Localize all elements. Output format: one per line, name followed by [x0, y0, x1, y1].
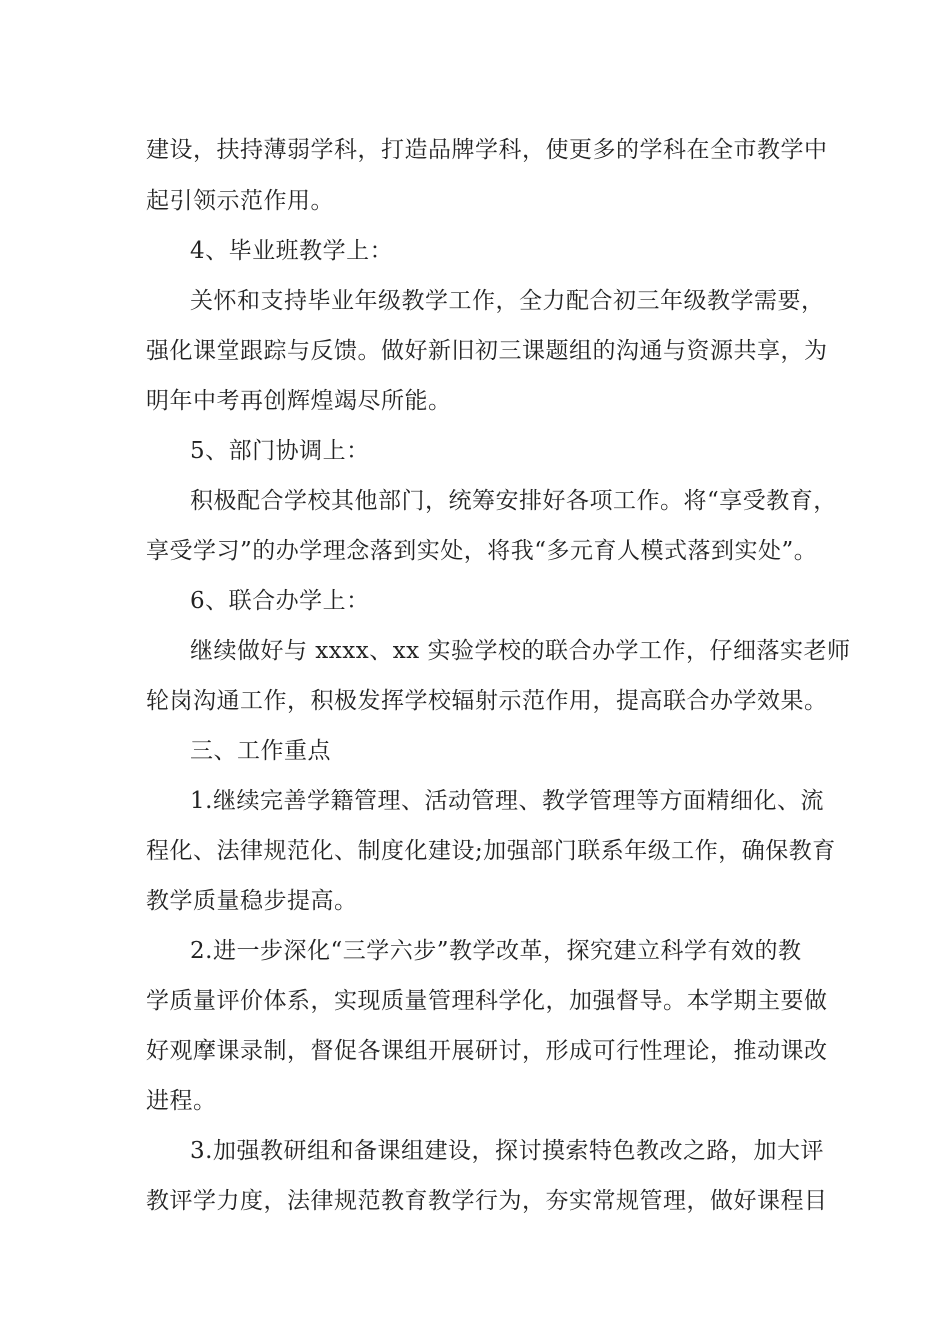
text-line: 教评学力度，法律规范教育教学行为，夯实常规管理，做好课程目 [146, 1188, 828, 1214]
text-line: 继续做好与 xxxx、xx 实验学校的联合办学工作，仔细落实老师 [190, 638, 851, 664]
text-line: 教学质量稳步提高。 [146, 888, 358, 914]
text-line: 享受学习”的办学理念落到实处，将我“多元育人模式落到实处”。 [146, 538, 818, 564]
text-line: 积极配合学校其他部门，统筹安排好各项工作。将“享受教育， [190, 488, 837, 514]
text-line: 程化、法律规范化、制度化建设;加强部门联系年级工作，确保教育 [146, 838, 836, 864]
text-line: 2.进一步深化“三学六步”教学改革，探究建立科学有效的教 [190, 938, 802, 964]
text-line: 进程。 [146, 1088, 217, 1114]
text-line: 学质量评价体系，实现质量管理科学化，加强督导。本学期主要做 [146, 988, 828, 1014]
text-line: 关怀和支持毕业年级教学工作，全力配合初三年级教学需要， [190, 288, 825, 314]
text-line: 好观摩课录制，督促各课组开展研讨，形成可行性理论，推动课改 [146, 1038, 828, 1064]
text-line: 明年中考再创辉煌竭尽所能。 [146, 388, 452, 414]
text-line: 3.加强教研组和备课组建设，探讨摸索特色教改之路，加大评 [190, 1138, 824, 1164]
text-line: 强化课堂跟踪与反馈。做好新旧初三课题组的沟通与资源共享，为 [146, 338, 828, 364]
text-line: 轮岗沟通工作，积极发挥学校辐射示范作用，提高联合办学效果。 [146, 688, 828, 714]
section-heading: 三、工作重点 [190, 738, 331, 764]
section-heading: 5、部门协调上： [190, 438, 370, 464]
text-line: 起引领示范作用。 [146, 188, 334, 214]
section-heading: 4、毕业班教学上： [190, 238, 394, 264]
section-heading: 6、联合办学上： [190, 588, 370, 614]
text-line: 建设，扶持薄弱学科，打造品牌学科，使更多的学科在全市教学中 [146, 137, 828, 163]
text-line: 1.继续完善学籍管理、活动管理、教学管理等方面精细化、流 [190, 788, 824, 814]
